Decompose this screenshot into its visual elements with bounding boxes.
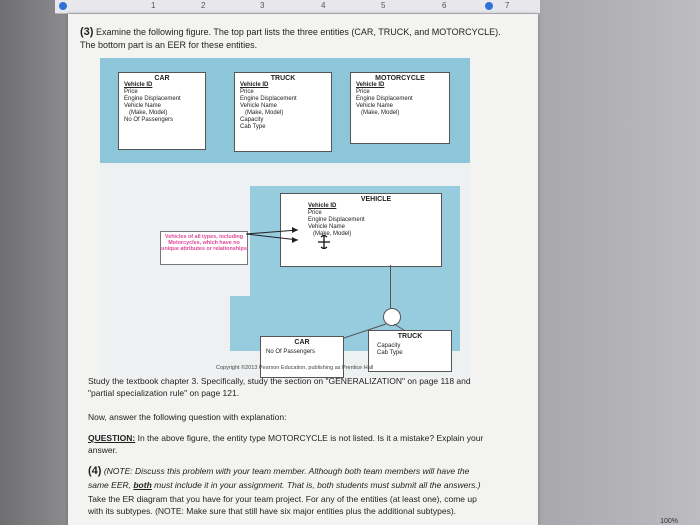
question-4-note: (4) (NOTE: Discuss this problem with your team member. Although both team members will have the bbox=[88, 465, 470, 477]
note-connector-arrows bbox=[246, 218, 306, 254]
annotation-note: Vehicles of all types, including Motorcycles, which have no unique attributes or relationships bbox=[160, 231, 248, 265]
study-instruction-line-2: "partial specialization rule" on page 121. bbox=[88, 388, 240, 398]
ruler-number: 6 bbox=[442, 1, 447, 10]
motorcycle-entity-box: MOTORCYCLE Vehicle ID Price Engine Displacement Vehicle Name (Make, Model) bbox=[350, 72, 450, 144]
study-instruction-line-1: Study the textbook chapter 3. Specifically, study the section on "GENERALIZATION" on page 118 and bbox=[88, 376, 471, 386]
question-4-instruction-line-2: with its subtypes. (NOTE: Make sure that still have six major entities plus the additional subtypes). bbox=[88, 506, 457, 516]
question-4-instruction-line-1: Take the ER diagram that you have for your team project. For any of the entities (at least one), come up bbox=[88, 494, 477, 504]
horizontal-ruler[interactable] bbox=[55, 0, 540, 14]
question-3-heading: (3) Examine the following figure. The top part lists the three entities (CAR, TRUCK, and MOTORCYCLE). bbox=[80, 26, 501, 38]
ruler-number: 1 bbox=[151, 1, 156, 10]
ruler-number: 5 bbox=[381, 1, 386, 10]
car-entity-box: CAR Vehicle ID Price Engine Displacement Vehicle Name (Make, Model) No Of Passengers bbox=[118, 72, 206, 150]
mouse-cursor-icon bbox=[318, 235, 330, 249]
left-indent-marker[interactable] bbox=[59, 2, 67, 10]
vehicle-supertype-box: VEHICLE Vehicle ID Price Engine Displacement Vehicle Name (Make, Model) bbox=[280, 193, 442, 267]
window-background-left bbox=[0, 0, 70, 525]
truck-subtype-box: TRUCK Capacity Cab Type bbox=[368, 330, 452, 372]
right-indent-marker[interactable] bbox=[485, 2, 493, 10]
ruler-number: 2 bbox=[201, 1, 206, 10]
ruler-number: 7 bbox=[505, 1, 510, 10]
connector-line bbox=[390, 265, 391, 308]
question-text: QUESTION: In the above figure, the entity type MOTORCYCLE is not listed. Is it a mistake? Explain your bbox=[88, 433, 484, 443]
ruler-number: 4 bbox=[321, 1, 326, 10]
truck-entity-box: TRUCK Vehicle ID Price Engine Displacement Vehicle Name (Make, Model) Capacity Cab Type bbox=[234, 72, 332, 152]
eer-figure bbox=[100, 58, 470, 378]
question-4-note-line-2: same EER, both must include it in your assignment. That is, both students must submit all the answers.) bbox=[88, 480, 481, 490]
figure-copyright: Copyright ©2013 Pearson Education, publishing as Prentice Hall bbox=[216, 365, 374, 371]
car-subtype-box: CAR No Of Passengers bbox=[260, 336, 344, 378]
zoom-level[interactable]: 100% bbox=[660, 518, 678, 525]
window-background-right bbox=[530, 0, 700, 525]
question-3-subline: The bottom part is an EER for these entities. bbox=[80, 40, 258, 50]
ruler-number: 3 bbox=[260, 1, 265, 10]
document-page[interactable] bbox=[68, 14, 538, 525]
question-text-line-2: answer. bbox=[88, 445, 118, 455]
answer-prompt: Now, answer the following question with explanation: bbox=[88, 412, 287, 422]
